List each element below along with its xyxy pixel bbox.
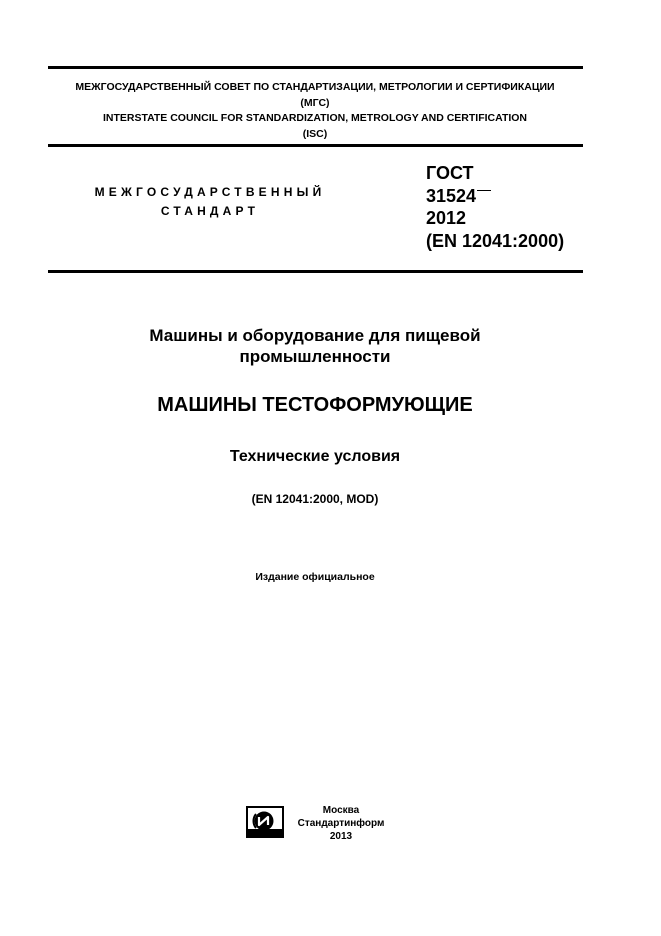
standard-type-line1: МЕЖГОСУДАРСТВЕННЫЙ: [94, 185, 326, 199]
standartinform-logo-icon: [246, 806, 284, 838]
gost-year: 2012: [426, 208, 467, 228]
document-title: МАШИНЫ ТЕСТОФОРМУЮЩИЕ: [157, 394, 473, 416]
publication-year: 2013: [329, 831, 353, 842]
gost-prefix: ГОСТ: [426, 163, 474, 183]
standard-type-line2: СТАНДАРТ: [160, 204, 260, 218]
gost-en-reference: (EN 12041:2000): [426, 230, 565, 251]
gost-dash: [477, 190, 491, 192]
council-name-en: INTERSTATE COUNCIL FOR STANDARDIZATION, METROLOGY AND CERTIFICATION: [102, 112, 528, 124]
publisher-city: Москва: [322, 805, 360, 816]
council-name-ru: МЕЖГОСУДАРСТВЕННЫЙ СОВЕТ ПО СТАНДАРТИЗАЦИИ, МЕТРОЛОГИИ И СЕРТИФИКАЦИИ: [75, 81, 555, 93]
publisher-block: [295, 804, 387, 843]
gost-designation: [426, 162, 564, 252]
council-abbr-ru: (МГС): [300, 96, 330, 109]
edition-note: Издание официальное: [255, 571, 375, 583]
council-abbr-en: (ISC): [302, 127, 328, 140]
document-subtitle: Технические условия: [229, 448, 401, 465]
gost-number: 31524: [426, 185, 477, 206]
subject-line1: Машины и оборудование для пищевой: [149, 326, 481, 345]
header-rule: [48, 144, 583, 147]
top-rule: [48, 66, 583, 69]
standard-type-label: [60, 183, 360, 221]
publisher-name: Стандартинформ: [297, 818, 385, 829]
subject-line2: промышленности: [239, 347, 391, 366]
en-reference: (EN 12041:2000, MOD): [251, 492, 379, 506]
designation-rule: [48, 270, 583, 273]
council-header: [40, 80, 590, 142]
document-subject: [40, 325, 590, 367]
